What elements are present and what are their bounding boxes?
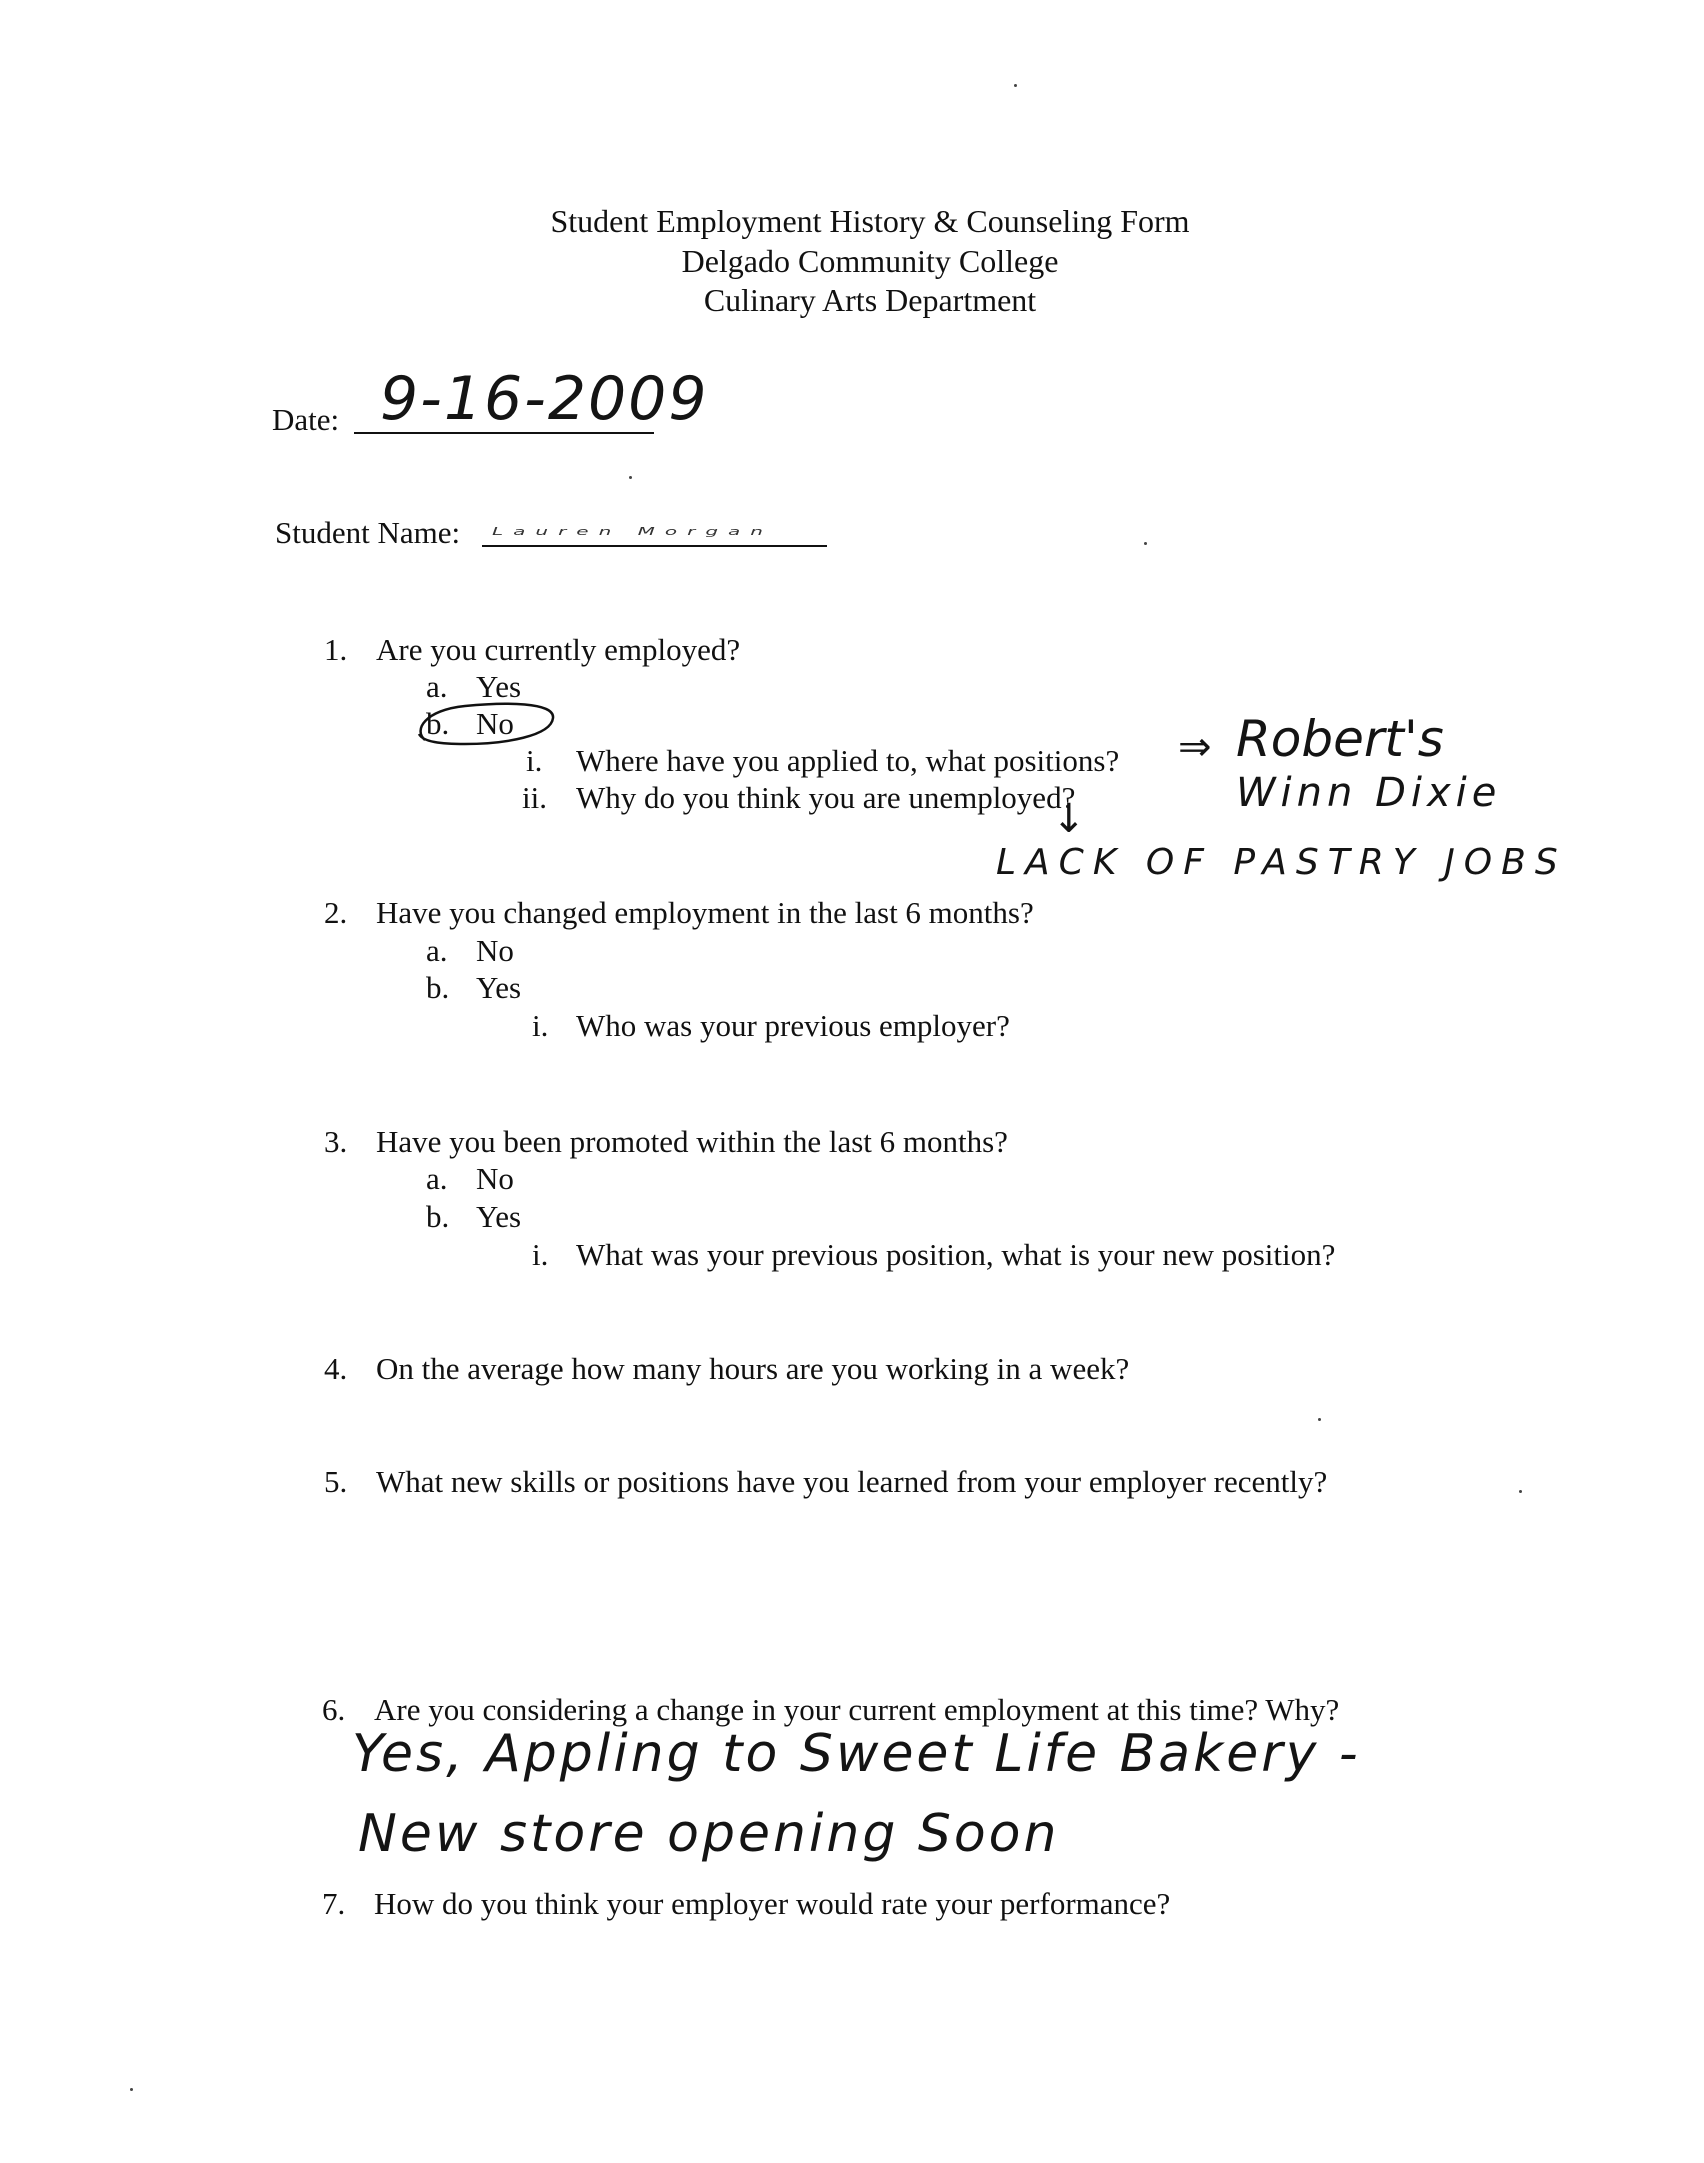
q3-option-b: Yes — [476, 1199, 522, 1234]
q3-option-a: No — [476, 1161, 514, 1196]
q2-number: 2. — [324, 895, 348, 930]
form-title: Student Employment History & Counseling Form — [550, 203, 1190, 239]
q1-text: Are you currently employed? — [376, 632, 741, 667]
scan-speck — [1318, 1418, 1321, 1421]
department-name: Culinary Arts Department — [703, 282, 1037, 318]
q2-option-a-letter: a. — [426, 933, 448, 968]
q6-text: Are you considering a change in your current employment at this time? Why? — [374, 1692, 1340, 1727]
q6-answer-line-1: Yes, Appling to Sweet Life Bakery - — [352, 1724, 1361, 1784]
q5-number: 5. — [324, 1464, 348, 1499]
scan-speck — [130, 2088, 133, 2091]
student-name-value: Lauren Morgan — [492, 524, 773, 538]
q3-option-a-letter: a. — [426, 1161, 448, 1196]
q3-number: 3. — [324, 1124, 348, 1159]
q2-sub-i-text: Who was your previous employer? — [576, 1008, 1010, 1043]
q6-answer-line-2: New store opening Soon — [358, 1804, 1060, 1864]
q2-sub-i-number: i. — [532, 1008, 549, 1043]
q1-option-a: Yes — [476, 669, 522, 704]
q2-option-b-letter: b. — [426, 970, 450, 1005]
applied-answer-1: Robert's — [1236, 710, 1444, 768]
q3-text: Have you been promoted within the last 6 months? — [376, 1124, 1008, 1159]
q6-number: 6. — [322, 1692, 346, 1727]
q1-sub-ii-text: Why do you think you are unemployed? — [576, 780, 1076, 815]
scan-speck — [1014, 84, 1017, 87]
q1-sub-ii-number: ii. — [522, 780, 547, 815]
student-name-underline — [482, 545, 827, 547]
scan-speck — [1519, 1490, 1522, 1493]
q2-text: Have you changed employment in the last 6 months? — [376, 895, 1034, 930]
arrow-right-icon: ⇒ — [1178, 724, 1212, 770]
college-name: Delgado Community College — [681, 243, 1059, 279]
q5-text: What new skills or positions have you learned from your employer recently? — [376, 1464, 1328, 1499]
q1-option-b: No — [476, 706, 514, 741]
q3-option-b-letter: b. — [426, 1199, 450, 1234]
q1-sub-i-text: Where have you applied to, what positions? — [576, 743, 1120, 778]
applied-answer-2: Winn Dixie — [1236, 770, 1502, 816]
arrow-down-icon: ↓ — [1052, 796, 1086, 842]
q1-sub-i-number: i. — [526, 743, 543, 778]
student-name-label: Student Name: — [275, 515, 461, 550]
q3-sub-i-text: What was your previous position, what is your new position? — [576, 1237, 1336, 1272]
q4-text: On the average how many hours are you working in a week? — [376, 1351, 1130, 1386]
q7-number: 7. — [322, 1886, 346, 1921]
q7-text: How do you think your employer would rate your performance? — [374, 1886, 1171, 1921]
q2-option-b: Yes — [476, 970, 522, 1005]
q3-sub-i-number: i. — [532, 1237, 549, 1272]
q1-number: 1. — [324, 632, 348, 667]
date-value: 9-16-2009 — [380, 364, 709, 434]
date-label: Date: — [272, 402, 340, 437]
scan-speck — [629, 476, 632, 479]
q2-option-a: No — [476, 933, 514, 968]
scan-speck — [1144, 542, 1147, 545]
q1-option-a-letter: a. — [426, 669, 448, 704]
q4-number: 4. — [324, 1351, 348, 1386]
unemployed-reason-answer: LACK OF PASTRY JOBS — [996, 842, 1567, 883]
q1-option-b-letter: b. — [426, 706, 450, 741]
